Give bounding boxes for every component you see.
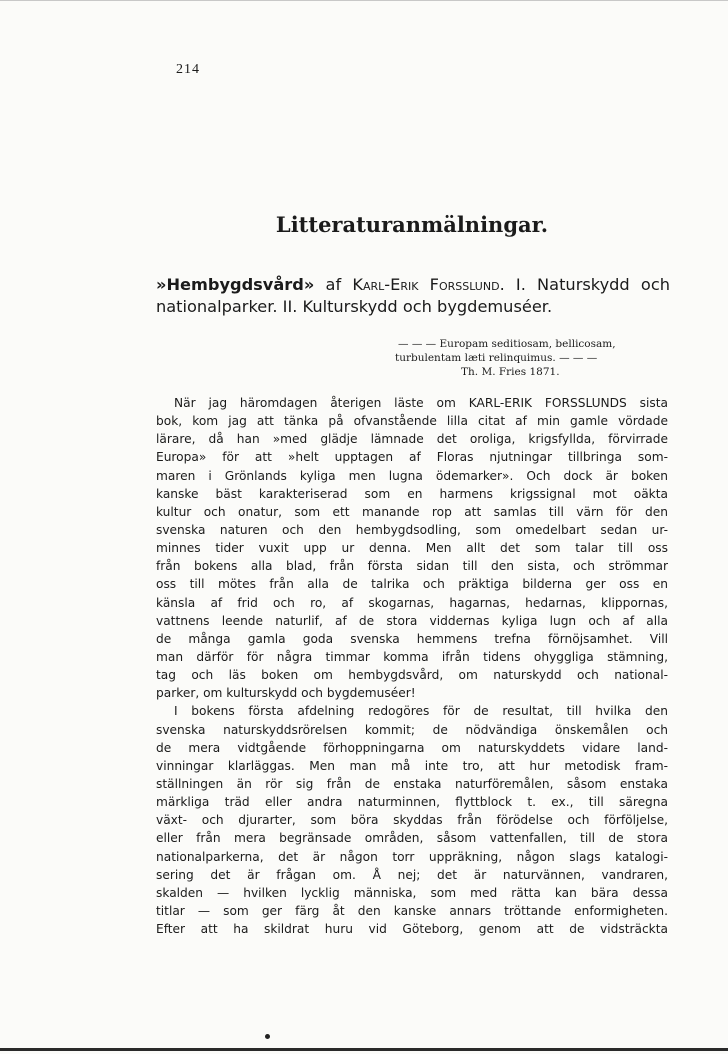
body-line: vattnens leende naturlif, af de stora viddernas kyliga lugn och af alla	[156, 613, 668, 628]
body-line: man därför för några timmar komma ifrån tidens ohyggliga stämning,	[156, 649, 668, 664]
epigraph	[395, 337, 673, 379]
review-body	[156, 394, 668, 938]
body-line: från bokens alla blad, från första sidan till den sista, och strömmar	[156, 559, 668, 574]
body-line: Efter att ha skildrat huru vid Göteborg, genom att de vidsträckta	[156, 922, 668, 937]
body-line: tag och läs boken om hembygdsvård, om naturskydd och national-	[156, 668, 668, 683]
body-line: titlar — som ger färg åt den kanske annars tröttande enformigheten.	[156, 903, 668, 918]
page-number: 214	[176, 62, 200, 77]
body-line: de många gamla goda svenska hemmens trefna förnöjsamhet. Vill	[156, 631, 668, 646]
body-line: sering det är frågan om. Å nej; det är naturvännen, vandraren,	[156, 867, 668, 882]
body-line: minnes tider vuxit upp ur denna. Men allt det som talar till oss	[156, 541, 668, 556]
page-title: Litteraturanmälningar.	[275, 212, 549, 237]
body-line: I bokens första afdelning redogöres för de resultat, till hvilka den	[174, 704, 668, 719]
bottom-edge-rule	[0, 1048, 728, 1051]
body-line: vinningar klarläggas. Men man må inte tro, att hur metodisk fram-	[156, 758, 668, 773]
body-line: nationalparkerna, det är någon torr uppräkning, någon slags katalogi-	[156, 849, 668, 864]
epigraph-line-2: turbulentam læti relinquimus. — — —	[395, 352, 598, 364]
epigraph-line-1: — — — Europam seditiosam, bellicosam,	[398, 338, 616, 350]
body-line: kanske bäst karakteriserad som en harmens krigssignal mot oäkta	[156, 486, 668, 501]
body-line: ställningen än rör sig från de enstaka naturföremålen, såsom enstaka	[156, 776, 668, 791]
body-line: känsla af frid och ro, af skogarnas, hagarnas, hedarnas, klippornas,	[156, 595, 668, 610]
body-line: växt- och djurarter, som böra skyddas från förödelse och förföljelse,	[156, 813, 668, 828]
review-heading	[156, 274, 670, 318]
top-edge-rule	[0, 0, 728, 1]
body-line: maren i Grönlands kyliga men lugna ödemarker». Och dock är boken	[156, 468, 668, 483]
review-author: Karl-Erik Forsslund	[352, 275, 500, 294]
body-line: de mera vidtgående förhoppningarna om naturskyddets vidare land-	[156, 740, 668, 755]
review-heading-subtitle: . I. Naturskydd och nationalparker. II. Kulturskydd och bygdemuséer.	[156, 275, 670, 316]
review-heading-connector: af	[314, 275, 353, 294]
body-line: svenska naturen och den hembygdsodling, som omedelbart sedan ur-	[156, 522, 668, 537]
body-line: skalden — hvilken lycklig människa, som med rätta kan bära dessa	[156, 885, 668, 900]
body-line: eller från mera begränsade områden, såsom vattenfallen, till de stora	[156, 831, 668, 846]
ink-dot	[265, 1034, 270, 1039]
body-line: Europa» för att »helt upptagen af Floras njutningar tillbringa som-	[156, 450, 668, 465]
review-book-title: »Hembygdsvård»	[156, 275, 315, 294]
epigraph-attribution: Th. M. Fries 1871.	[461, 366, 560, 378]
body-line: lärare, då han »med glädje lämnade det oroliga, krigsfyllda, förvirrade	[156, 432, 668, 447]
body-line: kultur och onatur, som ett manande rop att samlas till värn för den	[156, 504, 668, 519]
body-line: bok, kom jag att tänka på ofvanstående lilla citat af min gamle vördade	[156, 414, 668, 429]
body-line: parker, om kulturskydd och bygdemuséer!	[156, 686, 416, 701]
body-line: oss till mötes från alla de talrika och präktiga bilderna ger oss en	[156, 577, 668, 592]
body-line: svenska naturskyddsrörelsen kommit; de nödvändiga önskemålen och	[156, 722, 668, 737]
body-line: märkliga träd eller andra naturminnen, flyttblock t. ex., till säregna	[156, 795, 668, 810]
body-line: När jag häromdagen återigen läste om KARL-ERIK FORSSLUNDS sista	[174, 396, 668, 410]
